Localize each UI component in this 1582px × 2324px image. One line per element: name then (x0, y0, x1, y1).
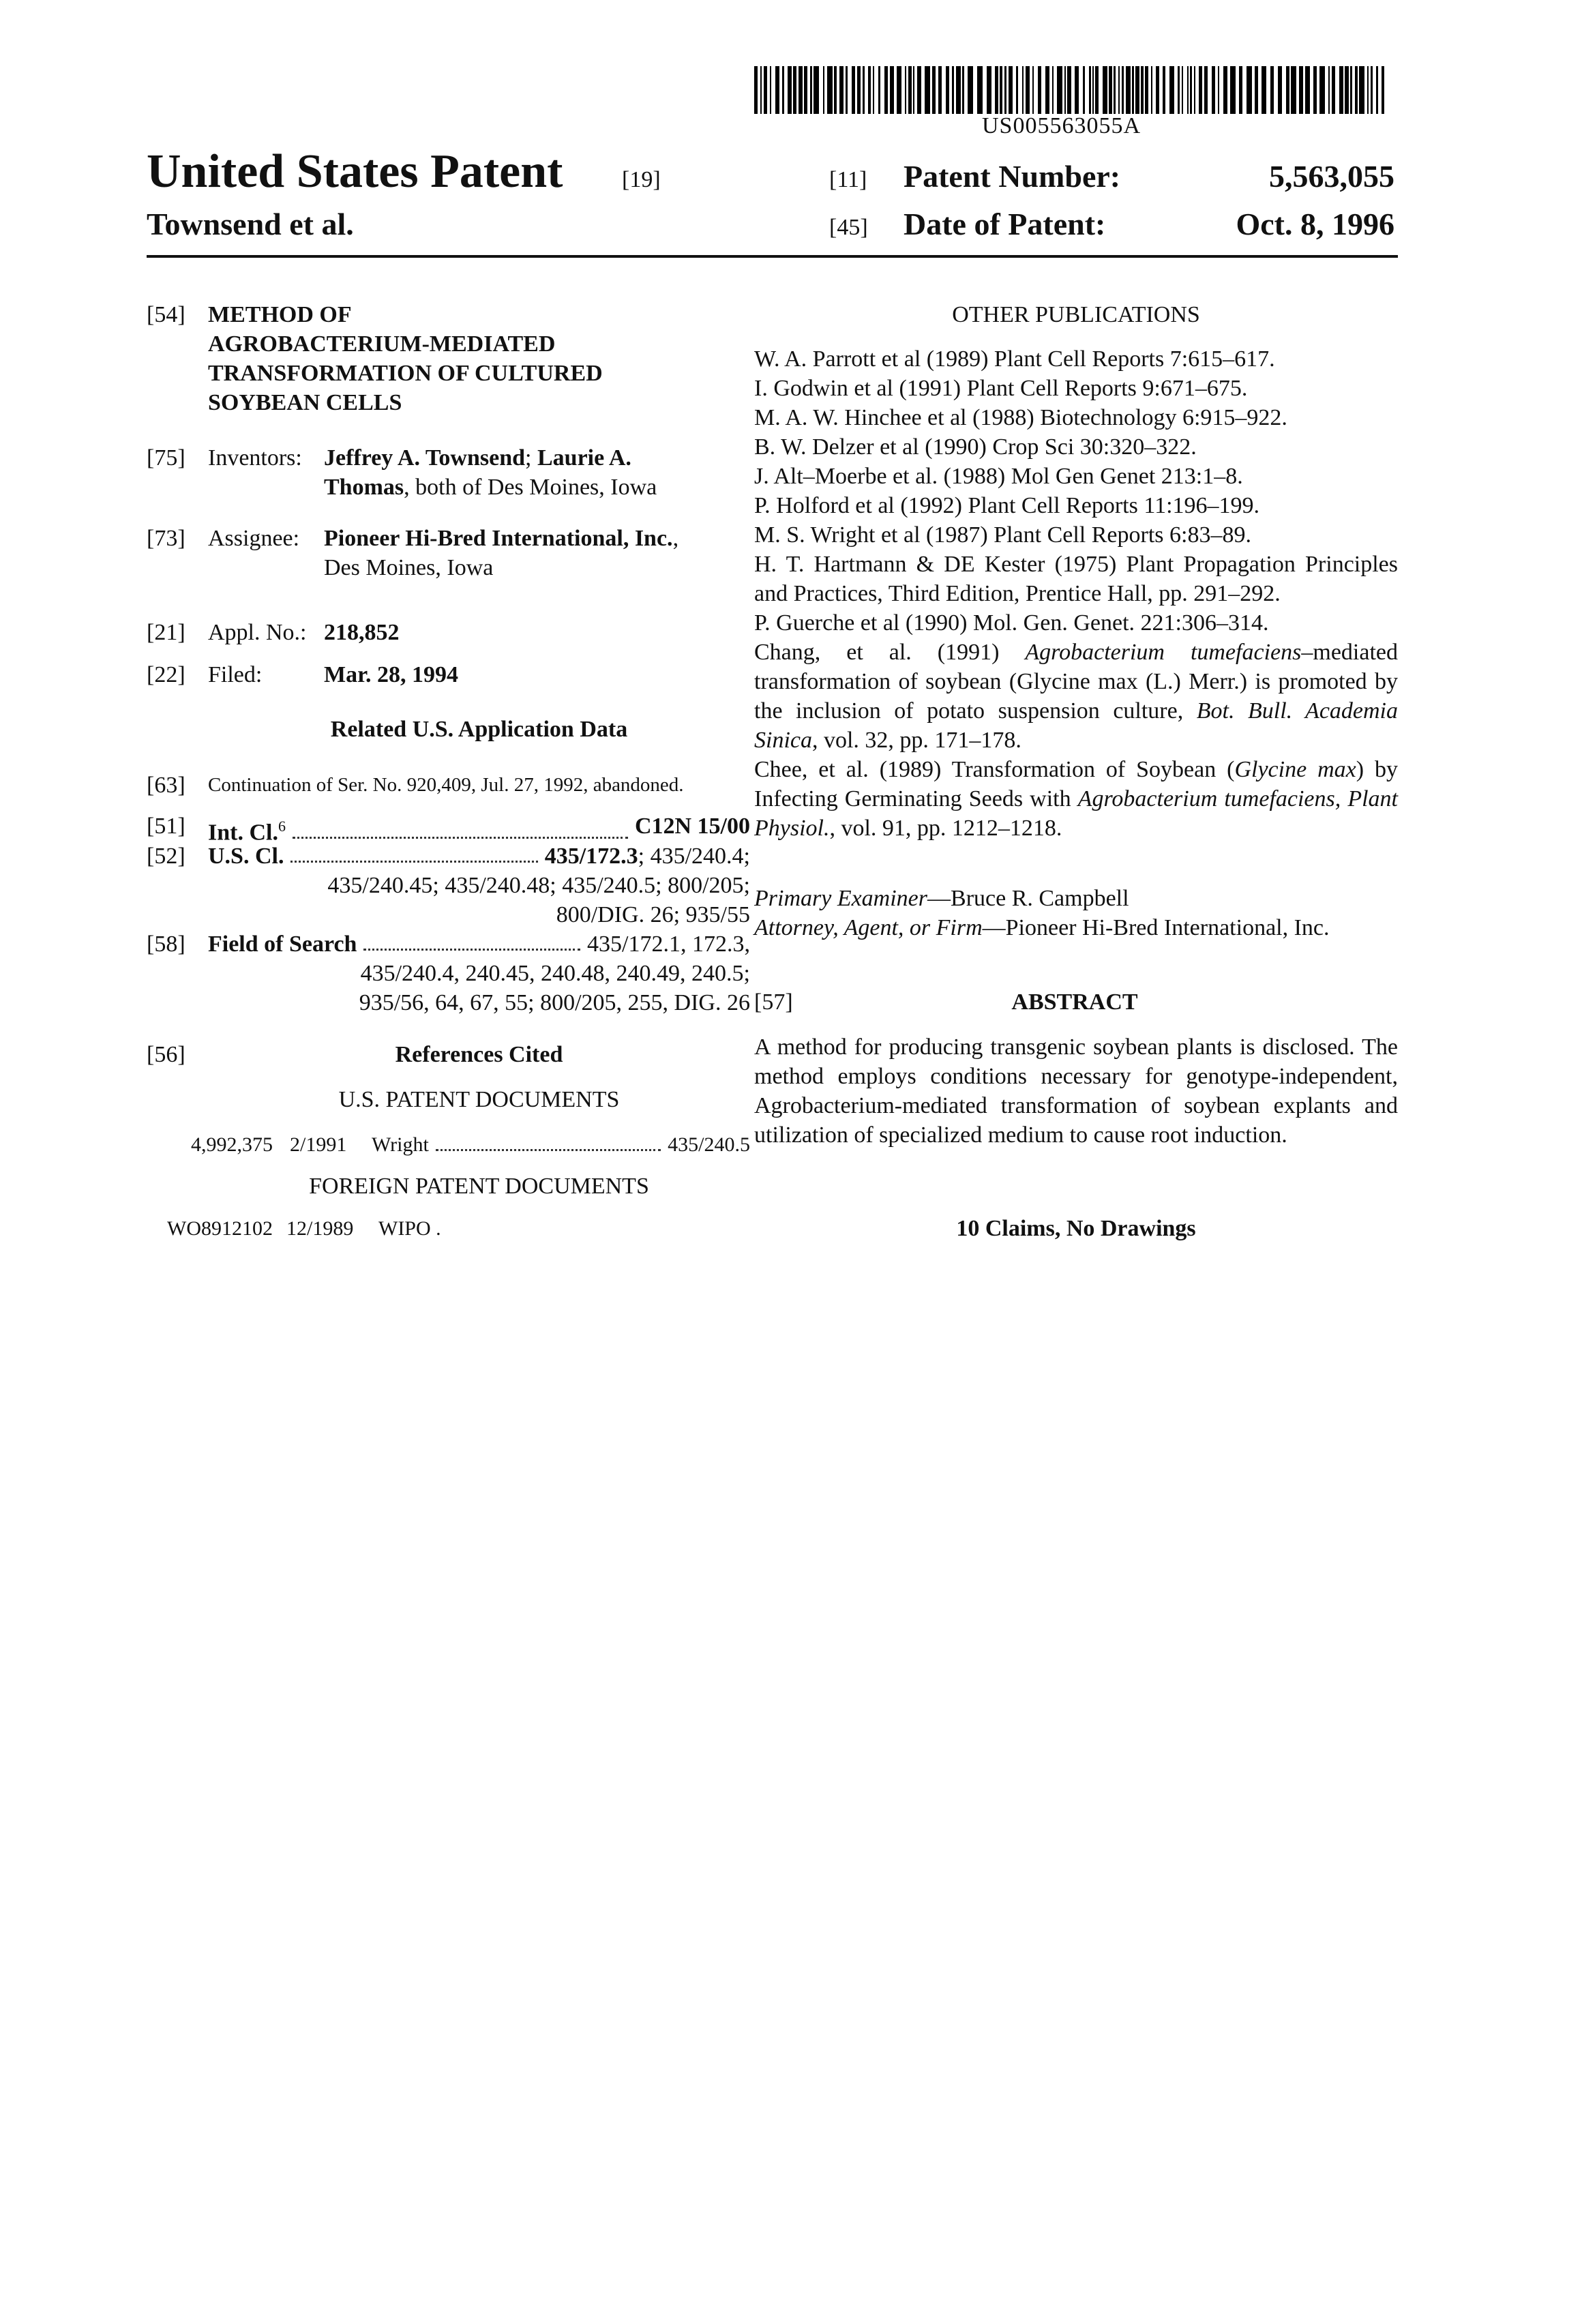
barcode-bar (932, 66, 936, 114)
us-docs-heading: U.S. PATENT DOCUMENTS (208, 1085, 750, 1114)
value: Continuation of Ser. No. 920,409, Jul. 27, 1992, abandoned. (208, 771, 684, 800)
barcode-bar (917, 66, 921, 114)
doc-name: Wright (372, 1130, 429, 1159)
barcode-bar (938, 66, 942, 114)
barcode-bar (1332, 66, 1335, 114)
inventors-section (147, 443, 750, 502)
barcode-bar (1382, 66, 1384, 114)
barcode-bar (1239, 66, 1242, 114)
text: , vol. 32, pp. 171–178. (812, 728, 1021, 753)
barcode-bar (946, 66, 949, 114)
document-title: United States Patent (147, 145, 563, 199)
barcode-bar (760, 66, 762, 114)
barcode-bar (1067, 66, 1071, 114)
barcode-bar (814, 66, 819, 114)
text: Chee, et al. (1989) Transformation of Soybean ( (754, 757, 1234, 782)
barcode-bar (1009, 66, 1013, 114)
inventor-location: , both of Des Moines, Iowa (404, 475, 657, 500)
barcode-bar (1305, 66, 1310, 114)
barcode-bar (810, 66, 812, 114)
barcode-bar (1218, 66, 1219, 114)
barcode-bar (977, 66, 983, 114)
publication: B. W. Delzer et al (1990) Crop Sci 30:320–322. (754, 432, 1398, 462)
value: 435/172.1, 172.3, (587, 929, 750, 959)
other-publications-heading: OTHER PUBLICATIONS (754, 300, 1398, 329)
text: Chang, et al. (1991) (754, 640, 1025, 665)
leader (363, 929, 580, 951)
publication: H. T. Hartmann & DE Kester (1975) Plant Propagation Principles and Practices, Third Edition, Prentice Hall, pp. 291–292. (754, 550, 1398, 608)
text: Bot. Bull. Academia Sinica (754, 698, 1398, 753)
barcode-bar (799, 66, 803, 114)
barcode-bar (1122, 66, 1124, 114)
barcode-bar (793, 66, 796, 114)
patent-number: 5,563,055 (1122, 158, 1394, 194)
label: Attorney, Agent, or Firm (754, 915, 983, 940)
barcode-bar (1163, 66, 1165, 114)
barcode-bar (1114, 66, 1116, 114)
patent-date: Oct. 8, 1996 (1122, 206, 1394, 242)
barcode-bar (1095, 66, 1099, 114)
doc-number: WO8912102 (167, 1214, 286, 1243)
barcode-bar (905, 66, 906, 114)
barcode-bar (1247, 66, 1252, 114)
barcode-bar (908, 66, 912, 114)
barcode-bar (1270, 66, 1274, 114)
us-doc-row (191, 1130, 750, 1159)
sep: ; (525, 445, 537, 471)
barcode-bar (1156, 66, 1159, 114)
code: [22] (147, 660, 208, 689)
barcode-bar (852, 66, 855, 114)
barcode-bar (770, 66, 771, 114)
barcode-bar (1132, 66, 1134, 114)
publication (754, 638, 1398, 755)
barcode-bar (1223, 66, 1227, 114)
barcode-bar (1319, 66, 1325, 114)
barcode-bar (834, 66, 837, 114)
title-line: METHOD OF (208, 300, 603, 329)
publication: P. Holford et al (1992) Plant Cell Reports 11:196–199. (754, 491, 1398, 520)
foreign-doc-row (167, 1214, 726, 1243)
leader (293, 811, 628, 839)
barcode-bar (839, 66, 844, 114)
doc-date: 2/1991 (290, 1130, 372, 1159)
heading: References Cited (208, 1040, 750, 1069)
publications-list (754, 344, 1398, 843)
authors: Townsend et al. (147, 206, 354, 242)
text: –mediated transformation of soybean (Glycine max (L.) Merr.) is promoted by the inclusion of potato suspension culture, (754, 640, 1398, 724)
attorney (754, 913, 1398, 942)
barcode-bar (1286, 66, 1289, 114)
value: —Pioneer Hi-Bred International, Inc. (983, 915, 1330, 940)
barcode-bar (968, 66, 973, 114)
barcode-bar (1064, 66, 1066, 114)
label: Field of Search (208, 929, 357, 959)
inventor: Laurie A. (537, 445, 631, 471)
text: Agrobacterium tumefaciens, Plant Physiol. (754, 786, 1398, 841)
value-line: 435/240.4, 240.45, 240.48, 240.49, 240.5; (147, 959, 750, 988)
value-line: 935/56, 64, 67, 55; 800/205, 255, DIG. 26 (147, 988, 750, 1017)
foreign-docs-heading: FOREIGN PATENT DOCUMENTS (208, 1172, 750, 1201)
title-line: SOYBEAN CELLS (208, 388, 603, 417)
value: —Bruce R. Campbell (927, 886, 1129, 911)
continuation (147, 771, 750, 800)
barcode-bar (1204, 66, 1208, 114)
barcode-bar (804, 66, 807, 114)
barcode-bar (1135, 66, 1139, 114)
text: Agrobacterium tumefaciens (1025, 640, 1301, 665)
barcode-bar (1000, 66, 1002, 114)
barcode-bar (1145, 66, 1148, 114)
barcode-bar (846, 66, 848, 114)
barcode-bar (1262, 66, 1266, 114)
barcode-bar (1151, 66, 1152, 114)
appl-no (147, 618, 750, 647)
value: C12N 15/00 (635, 811, 750, 847)
doc-name: WIPO . (378, 1214, 441, 1243)
barcode-bar (1187, 66, 1189, 114)
date-label: Date of Patent: (904, 206, 1105, 242)
barcode-bar (1057, 66, 1062, 114)
text: ) by Infecting Germinating Seeds with (754, 757, 1398, 811)
barcode-bar (1299, 66, 1303, 114)
barcode-bar (1118, 66, 1120, 114)
barcode-bar (1045, 66, 1049, 114)
value-line: 435/240.45; 435/240.48; 435/240.5; 800/205; (147, 871, 750, 900)
barcode-number: US005563055A (982, 113, 1141, 139)
barcode-bar (1016, 66, 1018, 114)
barcode-bar (1038, 66, 1041, 114)
barcode-bar (995, 66, 998, 114)
leader (290, 841, 537, 863)
publication: M. A. W. Hinchee et al (1988) Biotechnology 6:915–922. (754, 403, 1398, 432)
abstract-heading-row (754, 987, 1398, 1017)
doc-number: 4,992,375 (191, 1130, 290, 1159)
publication: W. A. Parrott et al (1989) Plant Cell Reports 7:615–617. (754, 344, 1398, 374)
header-rule (147, 255, 1398, 258)
code: [58] (147, 929, 208, 959)
barcode-bar (782, 66, 784, 114)
claims-summary: 10 Claims, No Drawings (754, 1214, 1398, 1243)
barcode-bar (863, 66, 865, 114)
publication: M. S. Wright et al (1987) Plant Cell Reports 6:83–89. (754, 520, 1398, 550)
invention-title (208, 300, 603, 417)
barcode-bar (823, 66, 824, 114)
date-code: [45] (829, 215, 868, 241)
value-line: 800/DIG. 26; 935/55 (147, 900, 750, 929)
label: Appl. No.: (208, 618, 324, 647)
barcode-bar (868, 66, 871, 114)
patent-number-label: Patent Number: (904, 158, 1120, 194)
label: U.S. Cl. (208, 841, 284, 871)
barcode-bar (1359, 66, 1364, 114)
publication: J. Alt–Moerbe et al. (1988) Mol Gen Genet 213:1–8. (754, 462, 1398, 491)
code: [54] (147, 300, 208, 417)
label: Primary Examiner (754, 886, 927, 911)
doc-date: 12/1989 (286, 1214, 378, 1243)
code: [21] (147, 618, 208, 647)
refs-cited (147, 1040, 750, 1069)
barcode-bar (1004, 66, 1006, 114)
field-of-search (147, 929, 750, 1017)
barcode-bar (1026, 66, 1030, 114)
barcode-bar (1083, 66, 1085, 114)
value: 435/172.3 (545, 844, 638, 869)
barcode-bar (1376, 66, 1378, 114)
barcode-bar (1032, 66, 1034, 114)
barcode-bar (952, 66, 954, 114)
inventor: Thomas (324, 475, 404, 500)
code: [75] (147, 443, 208, 502)
label: Filed: (208, 660, 324, 689)
code: [56] (147, 1040, 208, 1069)
title-line: TRANSFORMATION OF CULTURED (208, 359, 603, 388)
barcode-bar (764, 66, 767, 114)
barcode-bar (1291, 66, 1296, 114)
related-heading: Related U.S. Application Data (208, 715, 750, 744)
examiner (754, 884, 1398, 913)
barcode-bar (1190, 66, 1192, 114)
barcode-bar (873, 66, 874, 114)
title-code: [19] (622, 167, 661, 193)
barcode-bar (890, 66, 894, 114)
label: Inventors: (208, 443, 324, 502)
text: , vol. 91, pp. 1212–1218. (829, 816, 1062, 841)
barcode-bar (1328, 66, 1330, 114)
inventor: Jeffrey A. Townsend (324, 445, 525, 471)
barcode-bar (827, 66, 833, 114)
heading: ABSTRACT (856, 987, 1293, 1017)
barcode-bar (1339, 66, 1343, 114)
barcode-bar (1092, 66, 1094, 114)
barcode-bar (1178, 66, 1180, 114)
code: [57] (754, 987, 856, 1017)
barcode-bar (1194, 66, 1195, 114)
barcode-bar (884, 66, 888, 114)
value: 218,852 (324, 618, 400, 647)
barcode-bar (913, 66, 914, 114)
barcode-bar (1230, 66, 1236, 114)
barcode-bar (1199, 66, 1202, 114)
doc-class: 435/240.5 (668, 1130, 750, 1159)
barcode-bar (987, 66, 991, 114)
label-text: Int. Cl. (208, 820, 278, 845)
code: [52] (147, 841, 208, 871)
assignee-section (147, 524, 750, 582)
publication: I. Godwin et al (1991) Plant Cell Reports 9:671–675. (754, 374, 1398, 403)
label: Assignee: (208, 524, 324, 582)
barcode-bar (857, 66, 861, 114)
text: Glycine max (1234, 757, 1356, 782)
barcode-bar (1255, 66, 1258, 114)
barcode-bar (956, 66, 961, 114)
barcode-bar (1367, 66, 1369, 114)
barcode-bar (1075, 66, 1079, 114)
barcode (754, 66, 1391, 114)
barcode-bar (1313, 66, 1317, 114)
us-cl (147, 841, 750, 929)
barcode-bar (1169, 66, 1174, 114)
barcode-bar (754, 66, 758, 114)
barcode-bar (1022, 66, 1024, 114)
title-line: AGROBACTERIUM-MEDIATED (208, 329, 603, 359)
barcode-bar (1350, 66, 1352, 114)
code: [51] (147, 811, 208, 847)
barcode-bar (1371, 66, 1373, 114)
patent-number-code: [11] (829, 167, 867, 193)
barcode-bar (925, 66, 930, 114)
value: Mar. 28, 1994 (324, 660, 458, 689)
barcode-bar (775, 66, 779, 114)
barcode-bar (897, 66, 901, 114)
sep: , (673, 526, 679, 551)
publication (754, 755, 1398, 843)
barcode-bar (1212, 66, 1215, 114)
barcode-bar (1355, 66, 1358, 114)
filed (147, 660, 750, 689)
leader (436, 1130, 661, 1151)
barcode-bar (1278, 66, 1282, 114)
title-section (147, 300, 750, 417)
barcode-bar (1089, 66, 1091, 114)
code: [73] (147, 524, 208, 582)
barcode-bar (1126, 66, 1131, 114)
publication: P. Guerche et al (1990) Mol. Gen. Genet. 221:306–314. (754, 608, 1398, 638)
value: ; 435/240.4; (638, 844, 750, 869)
barcode-bar (962, 66, 964, 114)
sup: 6 (278, 818, 286, 835)
barcode-bar (1103, 66, 1107, 114)
barcode-bar (1345, 66, 1349, 114)
barcode-bar (1109, 66, 1112, 114)
barcode-bar (788, 66, 792, 114)
barcode-bar (1052, 66, 1054, 114)
abstract-text: A method for producing transgenic soybean plants is disclosed. The method employs conditions necessary for genotype-independent, Agrobacterium-mediated transformation of soybean explants and utilization of specialized medium to cause root induction. (754, 1032, 1398, 1150)
assignee: Pioneer Hi-Bred International, Inc. (324, 526, 673, 551)
barcode-bar (1141, 66, 1144, 114)
barcode-bar (878, 66, 880, 114)
assignee-city: Des Moines, Iowa (324, 553, 678, 582)
barcode-bar (1182, 66, 1183, 114)
code: [63] (147, 771, 208, 800)
